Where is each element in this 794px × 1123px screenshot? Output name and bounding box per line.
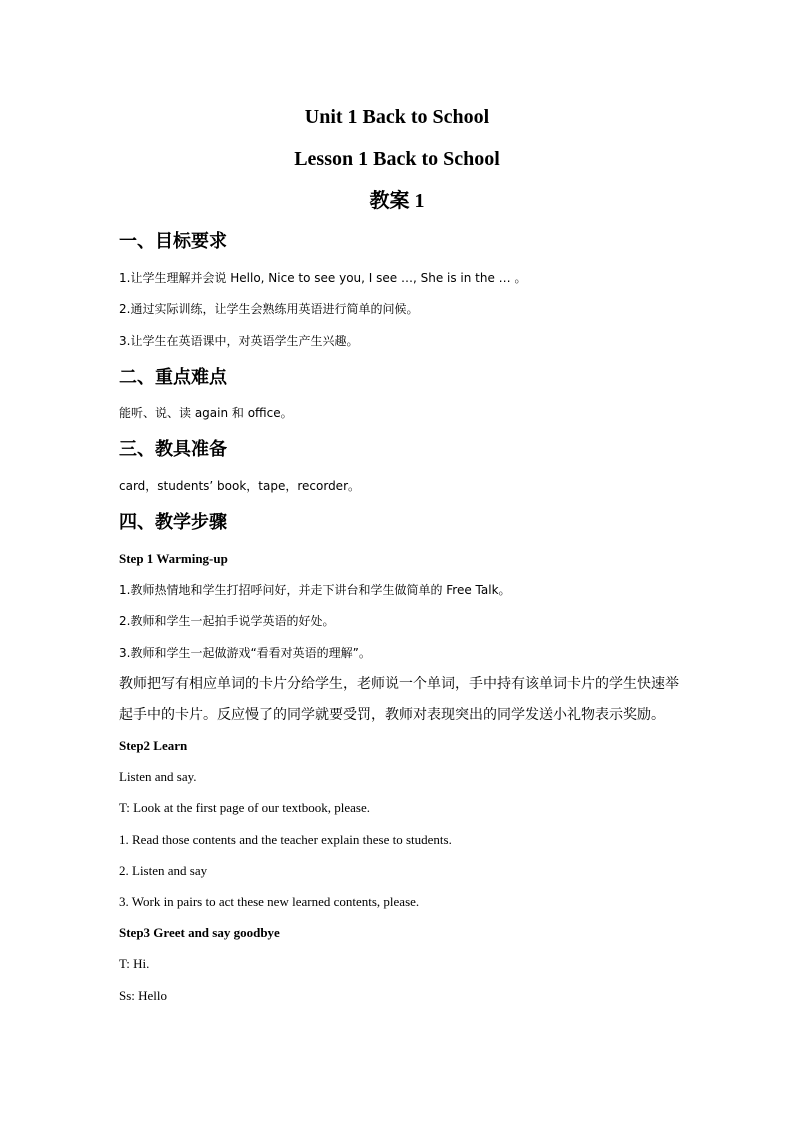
section-heading-steps: 四、教学步骤 [119,512,227,533]
step2-line-2: T: Look at the first page of our textbook, please. [119,800,370,815]
goal-line-3: 3.让学生在英语课中，对英语学生产生兴趣。 [119,334,359,348]
step1-line-2: 2.教师和学生一起拍手说学英语的好处。 [119,614,335,628]
goal-line-2: 2.通过实际训练，让学生会熟练用英语进行简单的问候。 [119,302,419,316]
step2-title: Step2 Learn [119,738,188,753]
materials-line: card，students’ book，tape，recorder。 [119,479,361,493]
step3-title: Step3 Greet and say goodbye [119,925,280,940]
section-heading-goals: 一、目标要求 [119,231,227,252]
plan-title: 教案 1 [369,190,425,212]
step1-line-5: 起手中的卡片。反应慢了的同学就要受罚，教师对表现突出的同学发送小礼物表示奖励。 [119,707,665,723]
unit-title: Unit 1 Back to School [304,106,490,128]
section-heading-key-points: 二、重点难点 [119,367,227,388]
step1-title: Step 1 Warming-up [119,551,228,566]
step2-line-3: 1. Read those contents and the teacher explain these to students. [119,832,452,847]
step3-line-1: T: Hi. [119,956,150,971]
step1-line-4: 教师把写有相应单词的卡片分给学生，老师说一个单词，手中持有该单词卡片的学生快速举 [119,676,679,692]
lesson-title: Lesson 1 Back to School [294,148,500,170]
step3-line-2: Ss: Hello [119,988,168,1003]
section-heading-materials: 三、教具准备 [119,439,227,460]
step1-line-1: 1.教师热情地和学生打招呼问好，并走下讲台和学生做简单的 Free Talk。 [119,583,511,597]
key-points-line: 能听、说、读 again 和 office。 [119,406,293,420]
step2-line-4: 2. Listen and say [119,863,208,878]
step2-line-5: 3. Work in pairs to act these new learned contents, please. [119,894,420,909]
step1-line-3: 3.教师和学生一起做游戏“看看对英语的理解”。 [119,646,371,660]
goal-line-1: 1.让学生理解并会说 Hello, Nice to see you, I see …, She is in the … 。 [119,271,527,285]
step2-line-1: Listen and say. [119,769,197,784]
